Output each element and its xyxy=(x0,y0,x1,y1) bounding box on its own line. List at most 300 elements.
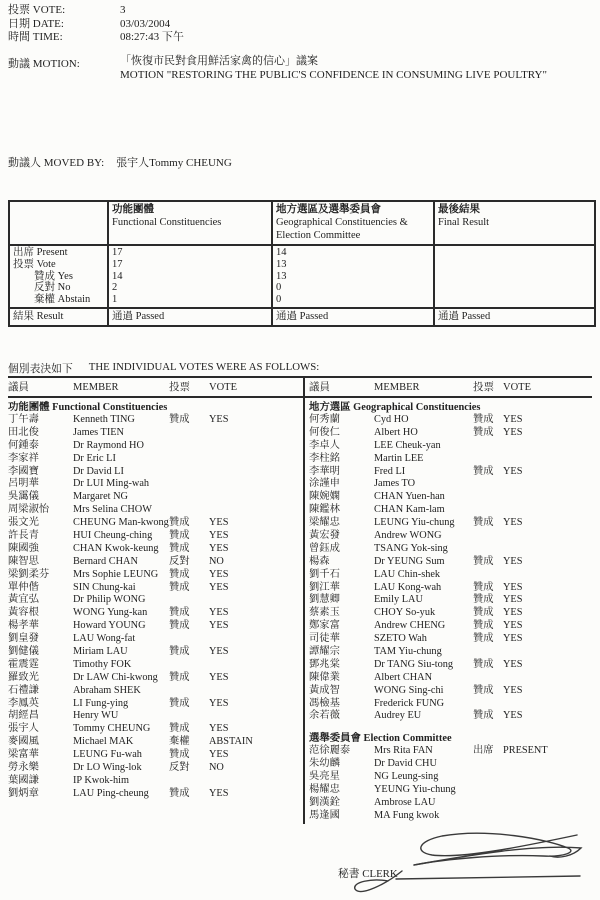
functional-member-rows xyxy=(8,414,300,801)
functional-header-english: Functional Constituencies xyxy=(112,217,222,228)
signature-underline xyxy=(396,876,580,879)
individual-heading-english: THE INDIVIDUAL VOTES WERE AS FOLLOWS: xyxy=(88,361,320,373)
member-vote-chinese xyxy=(473,646,503,659)
member-vote-chinese xyxy=(169,453,209,466)
member-vote-english xyxy=(503,478,592,491)
individual-votes-table xyxy=(8,376,592,836)
vote-number-value: 3 xyxy=(120,4,126,16)
member-vote-chinese xyxy=(473,543,503,556)
member-vote-english: YES xyxy=(209,671,229,683)
member-vote-english: YES xyxy=(209,581,229,593)
motion-text xyxy=(120,55,547,82)
member-name-chinese: 劉炳章 xyxy=(8,787,39,799)
member-vote-english: YES xyxy=(209,723,229,735)
final-count-value xyxy=(438,294,591,306)
geographical-member-rows xyxy=(309,414,592,723)
moved-by-value: 張宇人Tommy CHEUNG xyxy=(116,157,232,169)
member-name-english: Dr David CHU xyxy=(374,758,437,770)
member-vote-chinese: 贊成 xyxy=(169,646,190,658)
member-name-chinese: 黃容根 xyxy=(8,607,39,619)
functional-header-chinese: 功能團體 xyxy=(112,204,154,215)
vote-header-chinese: 投票 xyxy=(169,382,190,393)
final-count-value xyxy=(438,247,591,259)
member-vote-english xyxy=(209,594,300,607)
geographical-column-header xyxy=(309,380,592,396)
member-name-english: Miriam LAU xyxy=(73,646,128,658)
member-vote-chinese xyxy=(473,504,503,517)
result-label: 結果 Result xyxy=(9,308,108,326)
member-name-chinese: 張文光 xyxy=(8,517,39,529)
member-name-english: Margaret NG xyxy=(73,491,128,503)
member-vote-english xyxy=(209,491,300,504)
member-vote-chinese: 贊成 xyxy=(473,607,494,619)
member-name-chinese: 鄧兆棠 xyxy=(309,658,340,670)
member-vote-chinese: 贊成 xyxy=(473,581,494,593)
member-name-chinese: 涂謹申 xyxy=(309,478,340,490)
vote-header-english: VOTE xyxy=(503,382,531,393)
member-name-english: IP Kwok-him xyxy=(73,774,129,786)
geographical-count-value: 14 xyxy=(276,247,287,258)
member-vote-english: ABSTAIN xyxy=(209,736,253,748)
count-label: 棄權 Abstain xyxy=(13,294,91,306)
functional-count-value: 1 xyxy=(112,294,118,306)
member-name-english: Abraham SHEK xyxy=(73,684,141,696)
member-vote-english: YES xyxy=(209,530,229,542)
member-name-english: Andrew CHENG xyxy=(374,620,446,632)
member-name-english: CHAN Kwok-keung xyxy=(73,542,159,554)
member-vote-chinese xyxy=(169,685,209,698)
member-vote-english: YES xyxy=(209,620,229,632)
member-vote-chinese xyxy=(473,491,503,504)
member-name-english: SIN Chung-kai xyxy=(73,581,136,593)
date-row xyxy=(8,18,184,32)
geographical-counts-cell xyxy=(272,245,434,308)
final-result-header-english: Final Result xyxy=(438,217,490,228)
member-vote-english: YES xyxy=(503,581,523,593)
motion-block xyxy=(8,55,547,82)
member-name-chinese: 李卓人 xyxy=(309,439,340,451)
member-vote-english: YES xyxy=(503,426,523,438)
member-vote-chinese: 棄權 xyxy=(169,736,190,748)
member-name-chinese: 梁富華 xyxy=(8,749,39,761)
count-labels-cell xyxy=(9,245,108,308)
members-table-top-rule xyxy=(8,376,592,378)
member-name-english: LEUNG Fu-wah xyxy=(73,749,142,761)
functional-column xyxy=(8,380,300,801)
clerk-label: 秘書 CLERK xyxy=(338,868,398,880)
vote-number-row xyxy=(8,4,184,18)
member-vote-chinese: 贊成 xyxy=(169,697,190,709)
member-name-chinese: 霍震霆 xyxy=(8,658,39,670)
member-name-chinese: 楊森 xyxy=(309,555,330,567)
geographical-count-value: 0 xyxy=(276,294,282,306)
member-vote-chinese xyxy=(169,491,209,504)
member-vote-english: YES xyxy=(209,568,229,580)
summary-header-geographical xyxy=(272,201,434,245)
member-name-english: Henry WU xyxy=(73,710,119,722)
time-row xyxy=(8,31,184,45)
time-label: 時間 TIME: xyxy=(8,31,63,43)
vote-number-label: 投票 VOTE: xyxy=(8,4,66,16)
member-name-chinese: 李國寶 xyxy=(8,465,39,477)
member-name-chinese: 周梁淑怡 xyxy=(8,504,50,516)
member-vote-english: PRESENT xyxy=(503,745,548,757)
member-vote-chinese: 贊成 xyxy=(473,594,494,606)
count-label: 贊成 Yes xyxy=(13,270,73,282)
member-name-english: Dr LO Wing-lok xyxy=(73,762,142,774)
member-vote-english xyxy=(503,797,592,810)
member-name-english: Emily LAU xyxy=(374,594,423,606)
date-label: 日期 DATE: xyxy=(8,17,64,30)
member-vote-chinese xyxy=(473,672,503,685)
member-vote-english xyxy=(503,672,592,685)
member-name-chinese: 勞永樂 xyxy=(8,762,39,774)
member-name-english: Dr YEUNG Sum xyxy=(374,555,445,567)
member-name-chinese: 李柱銘 xyxy=(309,452,340,464)
member-vote-chinese xyxy=(473,797,503,810)
member-name-chinese: 何俊仁 xyxy=(309,426,340,438)
member-name-english: CHAN Yuen-han xyxy=(374,491,445,503)
individual-votes-heading xyxy=(8,361,319,376)
final-count-value xyxy=(438,282,591,294)
member-vote-english xyxy=(209,685,300,698)
member-name-chinese: 何秀蘭 xyxy=(309,414,340,425)
member-vote-chinese: 贊成 xyxy=(473,633,494,645)
geographical-result: 通過 Passed xyxy=(272,308,434,326)
functional-counts-cell xyxy=(108,245,272,308)
election-section-title: 選舉委員會 Election Committee xyxy=(309,733,452,745)
member-name-chinese: 楊孝華 xyxy=(8,620,39,632)
member-name-chinese: 李華明 xyxy=(309,465,340,477)
functional-count-value: 2 xyxy=(112,282,118,294)
vote-header-english: VOTE xyxy=(209,382,237,393)
member-vote-english xyxy=(503,440,592,453)
member-name-english: LEE Cheuk-yan xyxy=(374,439,441,451)
member-name-english: Howard YOUNG xyxy=(73,620,146,632)
member-name-chinese: 麥國風 xyxy=(8,736,39,748)
summary-result-row xyxy=(9,308,595,326)
member-name-english: James TIEN xyxy=(73,426,124,438)
member-name-english: Dr Eric LI xyxy=(73,452,116,464)
member-vote-english xyxy=(209,440,300,453)
member-name-chinese: 劉健儀 xyxy=(8,646,39,658)
member-vote-chinese xyxy=(473,530,503,543)
member-name-chinese: 梁耀忠 xyxy=(309,517,340,529)
member-name-english: LAU Wong-fat xyxy=(73,633,136,645)
member-name-english: Andrew WONG xyxy=(374,530,442,542)
motion-label: 動議 MOTION: xyxy=(8,58,80,70)
member-header-chinese: 議員 xyxy=(309,382,330,393)
member-name-chinese: 黃成智 xyxy=(309,684,340,696)
member-name-chinese: 陳偉業 xyxy=(309,671,340,683)
member-vote-chinese xyxy=(473,478,503,491)
member-name-chinese: 羅致光 xyxy=(8,671,39,683)
member-vote-chinese xyxy=(473,771,503,784)
member-vote-english: YES xyxy=(503,684,523,696)
member-name-chinese: 田北俊 xyxy=(8,426,39,438)
member-name-english: LAU Kong-wah xyxy=(374,581,442,593)
member-vote-english xyxy=(209,710,300,723)
member-name-english: Albert CHAN xyxy=(374,671,433,683)
member-vote-chinese: 贊成 xyxy=(169,517,190,529)
count-label: 投票 Vote xyxy=(13,258,56,270)
vote-header-chinese: 投票 xyxy=(473,382,494,393)
member-vote-english: YES xyxy=(209,749,229,761)
member-name-chinese: 馬逢國 xyxy=(309,809,340,821)
member-vote-english: YES xyxy=(503,465,523,477)
member-name-english: LEUNG Yiu-chung xyxy=(374,517,455,529)
member-vote-english xyxy=(503,771,592,784)
geographical-section-title: 地方選區 Geographical Constituencies xyxy=(309,402,481,413)
member-name-chinese: 丁午壽 xyxy=(8,414,39,425)
member-vote-english xyxy=(503,491,592,504)
member-vote-english: YES xyxy=(209,517,229,529)
final-result: 通過 Passed xyxy=(434,308,595,326)
member-vote-english: YES xyxy=(503,517,523,529)
member-vote-chinese: 贊成 xyxy=(473,426,494,438)
summary-header-final xyxy=(434,201,595,245)
member-name-english: Michael MAK xyxy=(73,736,134,748)
member-vote-english: YES xyxy=(209,787,229,799)
motion-title-english: MOTION "RESTORING THE PUBLIC'S CONFIDENCE IN CONSUMING LIVE POULTRY" xyxy=(120,68,547,81)
member-name-chinese: 吳靄儀 xyxy=(8,491,39,503)
vote-info-block xyxy=(8,4,184,45)
member-name-chinese: 陳國強 xyxy=(8,542,39,554)
member-name-chinese: 黃宜弘 xyxy=(8,594,39,606)
member-name-chinese: 劉漢銓 xyxy=(309,796,340,808)
member-vote-chinese xyxy=(473,440,503,453)
member-name-english: Mrs Selina CHOW xyxy=(73,504,152,516)
member-vote-chinese: 贊成 xyxy=(473,465,494,477)
member-name-chinese: 單仲偕 xyxy=(8,581,39,593)
member-name-chinese: 余若薇 xyxy=(309,710,340,722)
functional-column-header xyxy=(8,380,300,396)
member-name-english: Fred LI xyxy=(374,465,406,477)
geographical-column xyxy=(309,380,592,823)
member-name-chinese: 石禮謙 xyxy=(8,684,39,696)
member-vote-english: YES xyxy=(209,697,229,709)
summary-header-row xyxy=(9,201,595,245)
member-header-english: MEMBER xyxy=(374,382,420,393)
member-name-english: WONG Sing-chi xyxy=(374,684,444,696)
member-vote-english xyxy=(209,775,300,788)
summary-header-empty xyxy=(9,201,108,245)
members-table-divider xyxy=(303,376,305,824)
member-vote-english: YES xyxy=(503,607,523,619)
member-vote-chinese xyxy=(169,633,209,646)
signature-tail xyxy=(355,871,402,891)
member-name-chinese: 葉國謙 xyxy=(8,774,39,786)
member-name-chinese: 劉慧卿 xyxy=(309,594,340,606)
member-vote-english: NO xyxy=(209,762,224,774)
functional-count-value: 17 xyxy=(112,258,123,270)
member-vote-chinese: 反對 xyxy=(169,555,190,567)
summary-table xyxy=(8,200,596,327)
functional-result: 通過 Passed xyxy=(108,308,272,326)
member-vote-chinese xyxy=(473,784,503,797)
member-name-chinese: 朱幼麟 xyxy=(309,758,340,770)
moved-by-block xyxy=(8,154,232,170)
member-name-chinese: 呂明華 xyxy=(8,478,39,490)
member-header-chinese: 議員 xyxy=(8,382,29,393)
member-name-english: Frederick FUNG xyxy=(374,697,445,709)
member-vote-chinese: 贊成 xyxy=(169,607,190,619)
member-name-english: CHAN Kam-lam xyxy=(374,504,445,516)
member-vote-chinese: 贊成 xyxy=(169,723,190,735)
member-name-english: CHOY So-yuk xyxy=(374,607,436,619)
member-vote-english: YES xyxy=(503,414,523,425)
member-vote-english: YES xyxy=(503,633,523,645)
member-name-english: CHEUNG Man-kwong xyxy=(73,517,169,529)
member-name-english: LI Fung-ying xyxy=(73,697,129,709)
member-vote-chinese xyxy=(169,478,209,491)
member-name-chinese: 李家祥 xyxy=(8,452,39,464)
member-name-english: Dr Philip WONG xyxy=(73,594,146,606)
member-name-chinese: 譚耀宗 xyxy=(309,646,340,658)
member-name-chinese: 劉江華 xyxy=(309,581,340,593)
member-vote-english xyxy=(503,530,592,543)
functional-count-value: 14 xyxy=(112,270,123,282)
member-vote-chinese: 贊成 xyxy=(169,530,190,542)
member-vote-chinese: 出席 xyxy=(473,745,494,757)
member-vote-chinese: 贊成 xyxy=(169,568,190,580)
member-name-english: Kenneth TING xyxy=(73,414,135,425)
member-name-chinese: 陳鑑林 xyxy=(309,504,340,516)
count-label: 出席 Present xyxy=(13,247,68,258)
member-vote-chinese: 贊成 xyxy=(473,414,494,425)
member-name-english: James TO xyxy=(374,478,416,490)
member-vote-chinese xyxy=(169,710,209,723)
member-vote-english: YES xyxy=(209,542,229,554)
member-vote-chinese: 贊成 xyxy=(169,414,190,425)
member-vote-english: YES xyxy=(503,594,523,606)
member-vote-chinese xyxy=(473,758,503,771)
member-vote-chinese: 贊成 xyxy=(169,581,190,593)
member-vote-english xyxy=(209,453,300,466)
summary-header-functional xyxy=(108,201,272,245)
member-name-chinese: 張宇人 xyxy=(8,723,39,735)
motion-title-chinese: 「恢復市民對食用鮮活家禽的信心」議案 xyxy=(120,55,318,67)
member-name-chinese: 何鍾泰 xyxy=(8,439,39,451)
member-vote-chinese xyxy=(169,659,209,672)
member-name-chinese: 范徐麗泰 xyxy=(309,745,351,757)
member-vote-chinese xyxy=(473,453,503,466)
member-vote-chinese xyxy=(169,427,209,440)
member-name-chinese: 楊耀忠 xyxy=(309,784,340,796)
member-vote-chinese xyxy=(169,594,209,607)
member-vote-chinese: 贊成 xyxy=(169,749,190,761)
summary-counts-row xyxy=(9,245,595,308)
member-name-english: Dr David LI xyxy=(73,465,124,477)
member-vote-english xyxy=(209,504,300,517)
member-name-chinese: 劉皇發 xyxy=(8,633,39,645)
functional-section-title: 功能團體 Functional Constituencies xyxy=(8,402,168,413)
member-name-english: Audrey EU xyxy=(374,710,422,722)
member-vote-chinese: 贊成 xyxy=(169,787,190,799)
member-vote-chinese: 反對 xyxy=(169,762,190,774)
member-name-chinese: 李鳳英 xyxy=(8,697,39,709)
individual-heading-chinese: 個別表決如下 xyxy=(8,363,73,375)
member-name-chinese: 司徒華 xyxy=(309,633,340,645)
clerk-signature xyxy=(330,815,592,900)
member-vote-english xyxy=(209,427,300,440)
member-vote-english: YES xyxy=(503,555,523,567)
geographical-count-value: 13 xyxy=(276,270,287,282)
member-vote-english xyxy=(209,466,300,479)
member-vote-english xyxy=(503,504,592,517)
member-vote-english: YES xyxy=(503,710,523,722)
member-vote-chinese xyxy=(169,504,209,517)
member-name-english: Ambrose LAU xyxy=(374,796,436,808)
member-name-english: HUI Cheung-ching xyxy=(73,530,153,542)
member-vote-english xyxy=(503,646,592,659)
member-vote-chinese: 贊成 xyxy=(473,517,494,529)
member-vote-chinese: 贊成 xyxy=(473,658,494,670)
member-name-english: MA Fung kwok xyxy=(374,809,440,821)
member-name-chinese: 陳智思 xyxy=(8,555,39,567)
member-name-chinese: 胡經昌 xyxy=(8,710,39,722)
member-name-english: LAU Ping-cheung xyxy=(73,787,149,799)
member-name-english: YEUNG Yiu-chung xyxy=(374,784,456,796)
date-value: 03/03/2004 xyxy=(120,17,171,30)
final-count-value xyxy=(438,259,591,271)
functional-count-value: 17 xyxy=(112,247,123,258)
member-header-english: MEMBER xyxy=(73,382,119,393)
final-result-header-chinese: 最後結果 xyxy=(438,204,480,215)
geographical-count-value: 0 xyxy=(276,282,282,294)
member-vote-chinese xyxy=(473,698,503,711)
member-name-english: Tommy CHEUNG xyxy=(73,723,151,735)
member-vote-english: YES xyxy=(209,607,229,619)
final-count-value xyxy=(438,271,591,283)
geographical-count-value: 13 xyxy=(276,258,287,270)
member-name-chinese: 曾鈺成 xyxy=(309,542,340,554)
member-vote-chinese: 贊成 xyxy=(473,620,494,632)
member-name-chinese: 鄭家富 xyxy=(309,620,340,632)
member-name-chinese: 蔡素玉 xyxy=(309,607,340,619)
member-name-english: TSANG Yok-sing xyxy=(374,542,448,554)
member-vote-chinese xyxy=(169,775,209,788)
member-name-chinese: 吳亮星 xyxy=(309,771,340,783)
member-name-english: Martin LEE xyxy=(374,452,424,464)
member-name-english: WONG Yung-kan xyxy=(73,607,148,619)
member-vote-english: YES xyxy=(503,620,523,632)
member-vote-chinese xyxy=(473,569,503,582)
member-name-english: Dr LAW Chi-kwong xyxy=(73,671,158,683)
member-vote-english xyxy=(503,758,592,771)
member-name-english: Cyd HO xyxy=(374,414,409,425)
member-vote-chinese xyxy=(169,440,209,453)
member-name-chinese: 劉千石 xyxy=(309,568,340,580)
member-vote-english: NO xyxy=(209,555,224,567)
member-name-english: SZETO Wah xyxy=(374,633,427,645)
member-name-english: Mrs Rita FAN xyxy=(374,745,433,757)
member-name-english: NG Leung-sing xyxy=(374,771,439,783)
count-label: 反對 No xyxy=(13,282,71,294)
moved-by-label: 動議人 MOVED BY: xyxy=(8,157,105,169)
member-name-english: TAM Yiu-chung xyxy=(374,646,442,658)
member-vote-chinese: 贊成 xyxy=(169,542,190,554)
member-vote-chinese: 贊成 xyxy=(473,710,494,722)
geographical-header-english: Geographical Constituencies & Election Committee xyxy=(276,217,408,241)
member-name-english: Albert HO xyxy=(374,426,418,438)
member-vote-chinese: 贊成 xyxy=(169,620,190,632)
member-name-chinese: 陳婉嫻 xyxy=(309,491,340,503)
member-vote-english xyxy=(209,659,300,672)
member-vote-english: YES xyxy=(209,414,229,425)
member-vote-english xyxy=(503,453,592,466)
geographical-header-chinese: 地方選區及選舉委員會 xyxy=(276,204,381,215)
